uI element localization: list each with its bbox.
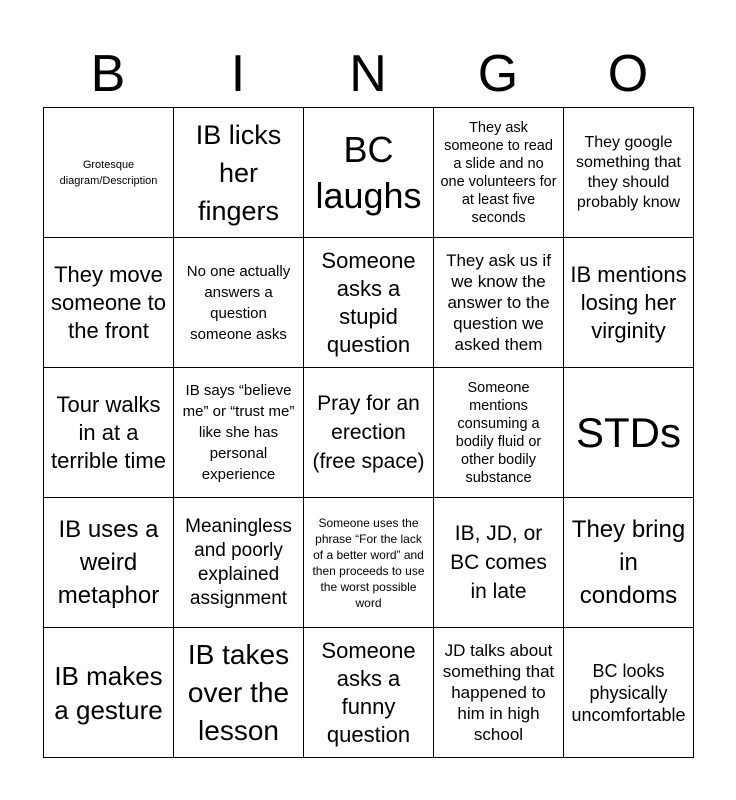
cell-text: JD talks about something that happened to him in high school: [442, 641, 555, 744]
bingo-cell[interactable]: [174, 368, 304, 498]
bingo-cell[interactable]: [174, 498, 304, 628]
bingo-cell[interactable]: [174, 238, 304, 368]
bingo-cell[interactable]: [564, 628, 694, 758]
header-letter-o: O: [607, 45, 649, 103]
bingo-cell[interactable]: [44, 108, 174, 238]
cell-text: They google something that they should probably know: [576, 133, 681, 211]
cell-text: Meaningless and poorly explained assignment: [185, 515, 292, 609]
cell-text: IB, JD, or BC comes in late: [450, 522, 547, 603]
cell-text: IB makes a gesture: [54, 660, 163, 725]
bingo-cell[interactable]: [434, 498, 564, 628]
cell-text: Someone uses the phrase “For the lack of a better word” and then proceeds to use the worst possible word: [312, 515, 425, 610]
cell-text: They move someone to the front: [51, 261, 166, 343]
header-letter-n: N: [349, 45, 387, 103]
bingo-cell[interactable]: [44, 628, 174, 758]
bingo-cell free-space[interactable]: [304, 368, 434, 498]
cell-text: BC looks physically uncomfortable: [571, 660, 686, 725]
bingo-cell[interactable]: [434, 108, 564, 238]
bingo-cell[interactable]: [564, 498, 694, 628]
bingo-header: [43, 40, 693, 108]
cell-text: Grotesque diagram/Description: [59, 158, 158, 187]
cell-text: Someone asks a stupid question: [321, 247, 416, 357]
bingo-cell[interactable]: [434, 628, 564, 758]
cell-text: Tour walks in at a terrible time: [51, 391, 166, 473]
bingo-board: [43, 107, 694, 758]
cell-text: STDs: [576, 408, 681, 456]
cell-text: IB says “believe me” or “trust me” like she has personal experience: [182, 382, 295, 483]
header-letter-b: B: [90, 45, 126, 103]
cell-text: IB takes over the lesson: [187, 638, 290, 746]
cell-text: IB licks her fingers: [195, 119, 282, 226]
bingo-cell[interactable]: [564, 108, 694, 238]
cell-text: No one actually answers a question someone asks: [186, 262, 291, 343]
bingo-cell[interactable]: [434, 238, 564, 368]
bingo-cell[interactable]: [174, 628, 304, 758]
cell-text: IB uses a weird metaphor: [57, 516, 160, 609]
cell-text: They ask someone to read a slide and no one volunteers for at least five seconds: [440, 119, 557, 226]
cell-text: IB mentions losing her virginity: [570, 261, 687, 343]
cell-text: Someone mentions consuming a bodily fluid or other bodily substance: [455, 379, 542, 486]
cell-text: BC laughs: [315, 128, 422, 216]
header-letter-g: G: [477, 45, 519, 103]
bingo-cell[interactable]: [304, 628, 434, 758]
bingo-cell[interactable]: [434, 368, 564, 498]
bingo-cell[interactable]: [304, 238, 434, 368]
bingo-cell[interactable]: [44, 368, 174, 498]
cell-text: Pray for an erection (free space): [312, 392, 425, 473]
header-letter-i: I: [230, 45, 246, 103]
bingo-cell[interactable]: [44, 498, 174, 628]
bingo-cell[interactable]: [44, 238, 174, 368]
cell-text: Someone asks a funny question: [321, 637, 416, 747]
bingo-cell[interactable]: [304, 498, 434, 628]
bingo-cell[interactable]: [304, 108, 434, 238]
cell-text: They ask us if we know the answer to the question we asked them: [446, 251, 551, 354]
bingo-cell[interactable]: [174, 108, 304, 238]
bingo-cell[interactable]: [564, 238, 694, 368]
cell-text: They bring in condoms: [571, 516, 686, 609]
bingo-cell[interactable]: [564, 368, 694, 498]
